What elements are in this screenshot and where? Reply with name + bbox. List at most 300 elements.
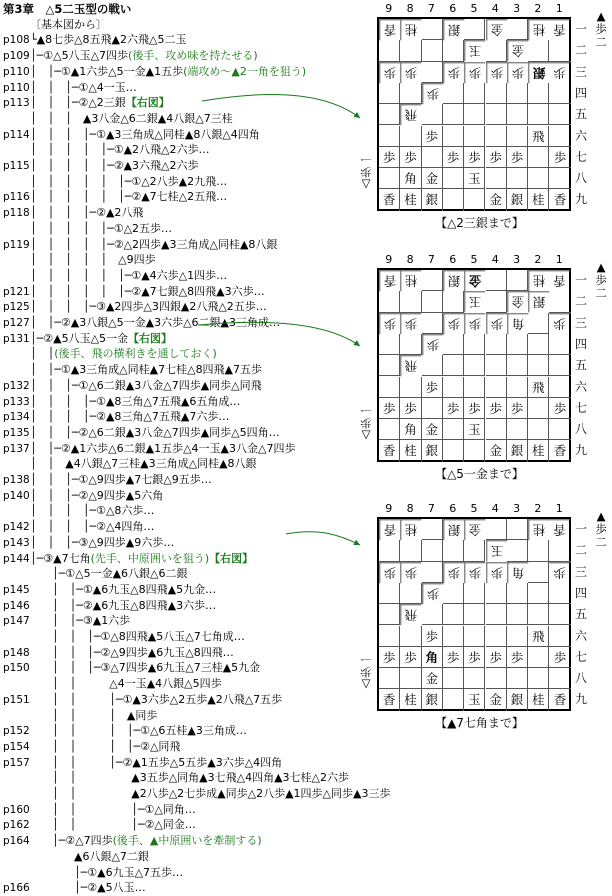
board-square — [464, 104, 485, 125]
board-piece: 歩 — [549, 562, 570, 583]
board-square — [443, 334, 464, 355]
column-label: 6 — [449, 2, 457, 15]
tree-line — [0, 849, 372, 865]
move-sequence: │ │ │─②△6二銀▲3八金△7四歩▲同歩△5四角… — [30, 425, 280, 439]
board-square — [549, 291, 570, 312]
board-piece: 香 — [379, 270, 400, 291]
board-piece: 歩 — [486, 147, 507, 168]
board-square — [486, 291, 507, 312]
page-number: p145 — [3, 583, 30, 596]
move-sequence: │ │ │─②△2三銀【右図】 — [30, 96, 170, 110]
board-square — [549, 104, 570, 125]
column-labels — [377, 2, 572, 16]
board-square — [443, 440, 464, 461]
board-piece: 歩 — [443, 398, 464, 419]
column-label: 1 — [555, 2, 563, 15]
move-sequence: │ │─①▲6九玉△8四飛▲5九金… — [30, 582, 217, 596]
tree-line — [0, 378, 372, 394]
board-square — [528, 40, 549, 61]
board-piece: 玉 — [464, 40, 485, 61]
tree-line — [0, 346, 372, 362]
board-piece: 角 — [422, 647, 443, 668]
row-label: 九 — [574, 692, 587, 707]
tree-line — [0, 833, 372, 849]
board-square — [486, 270, 507, 291]
board-piece: 歩 — [400, 398, 421, 419]
page-number: p110 — [3, 65, 30, 78]
board-piece: 香 — [553, 192, 567, 208]
tree-line — [0, 755, 372, 771]
board-square — [400, 126, 421, 147]
move-sequence: │─②▲5八玉△5一金【右図】 — [30, 331, 173, 345]
page-number: p160 — [3, 803, 30, 816]
move-sequence: │ │ │─①△6二銀▲3八金△7四歩▲同歩△同飛 — [30, 378, 262, 392]
board-piece: 飛 — [400, 104, 421, 125]
board-square — [400, 668, 421, 689]
board-square — [464, 355, 485, 376]
board-piece: 歩 — [400, 313, 421, 334]
move-sequence: │ │ │ │ │ │─②▲7七桂△2五飛… — [30, 190, 228, 204]
board-square — [486, 104, 507, 125]
board-square — [443, 189, 464, 210]
board-piece: 歩 — [464, 313, 485, 334]
row-label: 二 — [574, 294, 587, 309]
move-comment: (端攻め〜▲2一角を狙う) — [183, 64, 307, 78]
board-square — [507, 604, 528, 625]
row-label: 二 — [574, 543, 587, 558]
page-number: p109 — [3, 50, 30, 63]
column-label: 1 — [555, 502, 563, 515]
board-piece: 歩 — [400, 647, 421, 668]
board-piece: 玉 — [464, 689, 485, 710]
move-sequence: └▲8七歩△8五飛▲2六飛△5二玉 — [30, 33, 187, 47]
move-comment: (先手、中原囲いを狙う) — [90, 551, 210, 565]
board-square — [528, 313, 549, 334]
move-sequence: │ │ │─②△同金… — [30, 818, 196, 832]
move-sequence: │─③▲7七角(先手、中原囲いを狙う)【右図】 — [30, 551, 254, 565]
board-square — [443, 419, 464, 440]
board-square — [422, 604, 443, 625]
page-number: p166 — [3, 882, 30, 895]
board-square — [549, 419, 570, 440]
board-piece: 飛 — [400, 355, 421, 376]
board-square — [486, 355, 507, 376]
board-square — [443, 668, 464, 689]
right-figure-tag: 【右図】 — [128, 331, 173, 345]
move-sequence: │ │ │─②△9四歩▲6九玉△8四飛… — [30, 645, 234, 659]
board-square — [422, 19, 443, 40]
board-square — [549, 583, 570, 604]
move-sequence: │ │─①▲1六歩△5一金▲1五歩(端攻め〜▲2一角を狙う) — [30, 64, 307, 78]
row-label: 一 — [574, 22, 587, 36]
board-piece: 香 — [379, 19, 400, 40]
board-square — [400, 83, 421, 104]
page-number: p116 — [3, 191, 30, 204]
tree-line — [0, 817, 372, 833]
board-piece: 歩 — [464, 647, 485, 668]
board-grid — [377, 517, 571, 711]
tree-line — [0, 64, 372, 80]
board-square — [379, 168, 400, 189]
column-label: 4 — [491, 253, 499, 266]
board-square — [379, 83, 400, 104]
board-square — [507, 104, 528, 125]
board-piece: 角 — [400, 168, 421, 189]
tree-line — [0, 503, 372, 519]
board-square — [400, 334, 421, 355]
page-number: p137 — [3, 442, 30, 455]
move-sequence: │─②▲5八玉… — [30, 881, 146, 895]
board-piece: 歩 — [507, 647, 528, 668]
column-label: 3 — [513, 502, 521, 515]
board-square — [528, 147, 549, 168]
column-label: 7 — [427, 502, 435, 515]
sente-pieces-in-hand: △ 歩 一 — [360, 152, 372, 192]
board-piece: 歩 — [400, 62, 421, 83]
page-number: p151 — [3, 693, 30, 706]
tree-line — [0, 299, 372, 315]
board-piece: 歩 — [486, 398, 507, 419]
board-piece: 歩 — [443, 313, 464, 334]
board-square — [549, 626, 570, 647]
move-sequence: │ │ │ │─②△4四角… — [30, 520, 155, 534]
board-square — [379, 126, 400, 147]
board-square — [486, 334, 507, 355]
column-label: 4 — [491, 502, 499, 515]
move-sequence: │ │ │ │ │ │─①△2八歩▲2九飛… — [30, 174, 228, 188]
board-square — [507, 583, 528, 604]
right-figure-tag: 【右図】 — [125, 96, 170, 110]
row-label: 七 — [574, 400, 587, 415]
tree-line — [0, 331, 372, 347]
board-piece: 歩 — [422, 377, 443, 398]
move-sequence: │ │─③▲1六歩 — [30, 614, 131, 628]
tree-line — [0, 692, 372, 708]
tree-line — [0, 127, 372, 143]
board-piece: 香 — [553, 692, 567, 708]
move-comment: (後手、▲中原囲いを牽制する) — [112, 834, 262, 848]
board-square — [507, 519, 528, 540]
board-square — [486, 668, 507, 689]
page-number: p110 — [3, 81, 30, 94]
board-square — [549, 126, 570, 147]
row-label: 三 — [574, 64, 587, 79]
move-sequence: │ │ │ │─①▲8三角△7五飛▲6五角成… — [30, 394, 241, 408]
board-square — [422, 313, 443, 334]
board-piece: 歩 — [486, 647, 507, 668]
board-piece: 銀 — [443, 19, 464, 40]
board-piece: 歩 — [379, 147, 400, 168]
board-piece: 飛 — [400, 604, 421, 625]
page-number: p147 — [3, 615, 30, 628]
row-label: 五 — [574, 607, 587, 622]
board-square — [486, 604, 507, 625]
board-piece: 歩 — [549, 313, 570, 334]
page-number: p146 — [3, 599, 30, 612]
move-sequence: │ │(後手、飛の横利きを通しておく) — [30, 347, 217, 361]
board-square — [443, 604, 464, 625]
board-square — [464, 626, 485, 647]
board-piece: 歩 — [549, 647, 570, 668]
page-number: p134 — [3, 411, 30, 424]
board-square — [464, 83, 485, 104]
tree-line — [0, 48, 372, 64]
board-square — [507, 377, 528, 398]
board-square — [400, 40, 421, 61]
tree-line — [0, 629, 372, 645]
board-piece: 歩 — [422, 583, 443, 604]
move-sequence: │ │ │─②△9四歩▲5六角 — [30, 488, 164, 502]
board-square — [528, 583, 549, 604]
move-sequence: 〔基本図から〕 — [30, 17, 107, 31]
column-label: 5 — [470, 502, 478, 515]
board-square — [422, 355, 443, 376]
board-piece: 桂 — [528, 270, 549, 291]
board-square — [464, 19, 485, 40]
column-label: 8 — [406, 253, 414, 266]
board-square — [422, 540, 443, 561]
board-square — [379, 40, 400, 61]
board-piece: 銀 — [507, 440, 528, 461]
tree-line — [0, 472, 372, 488]
board-piece: 歩 — [422, 126, 443, 147]
move-sequence: │ │ │─①△同角… — [30, 802, 196, 816]
move-sequence: │ │─②▲1六歩△6二銀▲1五歩△4一玉▲3八金△7四歩 — [30, 441, 296, 455]
board-square — [400, 626, 421, 647]
board-piece: 歩 — [422, 334, 443, 355]
board-square — [443, 583, 464, 604]
move-sequence: │ │ │ │ │ △9四歩 — [30, 253, 156, 267]
board-piece: 玉 — [464, 291, 485, 312]
board-piece: 金 — [507, 291, 528, 312]
board-piece: 銀 — [507, 189, 528, 210]
tree-line — [0, 739, 372, 755]
board-square — [507, 126, 528, 147]
move-sequence: │ │ │ │─①▲3三角成△同桂▲8八銀△4四角 — [30, 127, 260, 141]
board-square — [486, 168, 507, 189]
page-number: p113 — [3, 97, 30, 110]
tree-line — [0, 268, 372, 284]
board-piece: 金 — [464, 519, 485, 540]
tree-line — [0, 802, 372, 818]
column-label: 2 — [534, 502, 542, 515]
board-caption: 【△2三銀まで】 — [435, 216, 524, 230]
board-square — [400, 291, 421, 312]
tree-line — [0, 362, 372, 378]
board-piece: 歩 — [464, 62, 485, 83]
board-piece: 歩 — [443, 62, 464, 83]
move-sequence: │─②△7四歩(後手、▲中原囲いを牽制する) — [30, 834, 262, 848]
board-piece: 角 — [507, 562, 528, 583]
tree-line — [0, 880, 372, 896]
move-sequence: │ │ │ │─②▲8三角△7五飛▲7六歩… — [30, 410, 230, 424]
page-number: p115 — [3, 160, 30, 172]
column-label: 8 — [406, 502, 414, 515]
board-piece: 銀 — [422, 689, 443, 710]
board-square — [379, 291, 400, 312]
page-number: p114 — [3, 128, 30, 141]
board-piece: 歩 — [443, 147, 464, 168]
board-piece: 銀 — [422, 189, 443, 210]
board-piece: 歩 — [549, 62, 570, 83]
page-number: p132 — [3, 379, 30, 392]
board-piece: 銀 — [443, 270, 464, 291]
board-piece: 金 — [486, 689, 507, 710]
board-square — [464, 334, 485, 355]
tree-line — [0, 174, 372, 190]
column-label: 9 — [385, 502, 393, 515]
board-square — [464, 540, 485, 561]
tree-line — [0, 535, 372, 551]
tree-line — [0, 425, 372, 441]
board-piece: 歩 — [379, 398, 400, 419]
row-label: 九 — [574, 443, 587, 458]
board-piece: 歩 — [400, 562, 421, 583]
board-piece: 香 — [379, 689, 400, 710]
board-square — [464, 583, 485, 604]
board-piece: 金 — [486, 19, 507, 40]
board-square — [528, 104, 549, 125]
column-label: 7 — [427, 253, 435, 266]
tree-line — [0, 315, 372, 331]
tree-line — [0, 221, 372, 237]
board-square — [507, 540, 528, 561]
page-number: p138 — [3, 474, 30, 486]
column-label: 9 — [385, 2, 393, 15]
board-piece: 銀 — [507, 689, 528, 710]
board-square — [549, 168, 570, 189]
board-piece: 歩 — [464, 562, 485, 583]
board-piece: 香 — [553, 443, 567, 459]
board-piece: 飛 — [528, 626, 549, 647]
move-sequence: │ │ │ ▲同歩 — [30, 708, 158, 722]
board-square — [464, 377, 485, 398]
row-label: 四 — [574, 585, 587, 600]
row-label: 五 — [574, 107, 587, 122]
gote-pieces-in-hand: ▲ 歩 二 — [595, 260, 607, 300]
move-sequence: │─①▲6九玉△7五歩… — [30, 865, 184, 879]
row-label: 一 — [574, 273, 587, 287]
board-square — [528, 668, 549, 689]
board-square — [486, 377, 507, 398]
board-piece: 歩 — [379, 562, 400, 583]
column-label: 2 — [534, 253, 542, 266]
board-piece: 桂 — [400, 689, 421, 710]
board-square — [528, 647, 549, 668]
board-piece: 桂 — [400, 440, 421, 461]
board-square — [443, 689, 464, 710]
row-labels — [574, 268, 588, 462]
board-square — [379, 104, 400, 125]
board-piece: 金 — [422, 419, 443, 440]
board-piece: 歩 — [422, 626, 443, 647]
move-sequence: │ │ │ │─②△同飛 — [30, 739, 181, 753]
board-square — [549, 540, 570, 561]
tree-line — [0, 708, 372, 724]
board-grid — [377, 268, 571, 462]
board-square — [528, 419, 549, 440]
tree-line — [0, 786, 391, 802]
board-piece: 桂 — [400, 270, 421, 291]
right-figure-tag: 【右図】 — [209, 551, 254, 565]
board-piece: 銀 — [443, 519, 464, 540]
board-square — [443, 355, 464, 376]
board-piece: 香 — [379, 189, 400, 210]
move-sequence: │ │ ▲3五歩△同角▲3七飛△4四角▲3七桂△2六歩 — [30, 771, 349, 785]
board-square — [507, 168, 528, 189]
board-square — [486, 626, 507, 647]
row-label: 九 — [574, 192, 587, 207]
board-square — [464, 668, 485, 689]
board-square — [549, 668, 570, 689]
board-square — [549, 40, 570, 61]
board-square — [528, 604, 549, 625]
column-label: 8 — [406, 2, 414, 15]
gote-pieces-in-hand: ▲ 歩 二 — [595, 9, 607, 49]
board-square — [379, 668, 400, 689]
board-square — [528, 168, 549, 189]
row-label: 八 — [574, 671, 587, 686]
board-square — [507, 334, 528, 355]
row-label: 六 — [574, 379, 587, 394]
board-square — [507, 83, 528, 104]
move-sequence: │ │ │─①△4一玉… — [30, 80, 137, 94]
board-piece: 歩 — [486, 313, 507, 334]
row-label: 八 — [574, 171, 587, 186]
board-piece: 桂 — [528, 19, 549, 40]
board-square — [379, 377, 400, 398]
board-piece: 歩 — [400, 147, 421, 168]
board-piece: 金 — [422, 668, 443, 689]
board-square — [400, 377, 421, 398]
sente-pieces-in-hand: △ 歩 一 — [360, 652, 372, 692]
board-piece: 歩 — [507, 62, 528, 83]
row-label: 六 — [574, 628, 587, 643]
board-square — [400, 583, 421, 604]
board-square — [486, 519, 507, 540]
tree-line — [0, 189, 372, 205]
board-piece: 歩 — [486, 562, 507, 583]
board-piece: 桂 — [400, 19, 421, 40]
board-square — [443, 83, 464, 104]
column-label: 3 — [513, 2, 521, 15]
board-square — [379, 334, 400, 355]
board-piece: 香 — [549, 270, 570, 291]
move-sequence: │─①△5八玉△7四歩(後手、攻め味を持たせる) — [30, 49, 258, 63]
board-square — [507, 626, 528, 647]
tree-line — [0, 598, 372, 614]
column-label: 5 — [470, 2, 478, 15]
move-comment: (後手、攻め味を持たせる) — [128, 49, 258, 63]
move-sequence: │ │ │─②▲1五歩△5五歩▲3六歩△4四角 — [30, 755, 283, 769]
sente-pieces-in-hand: △ 歩 一 — [360, 403, 372, 443]
page-number: p152 — [3, 725, 30, 738]
page-number: p133 — [3, 395, 30, 408]
page-number: p150 — [3, 662, 30, 675]
move-sequence: │ │ │ │ │ │─①▲4六歩△1四歩… — [30, 268, 228, 282]
board-piece: 桂 — [528, 189, 549, 210]
page-number: p135 — [3, 426, 30, 439]
board-square — [464, 189, 485, 210]
tree-line — [0, 142, 372, 158]
board-piece: 桂 — [528, 519, 549, 540]
board-square — [443, 540, 464, 561]
tree-line — [0, 441, 372, 457]
board-square — [422, 104, 443, 125]
column-label: 9 — [385, 253, 393, 266]
board-square — [507, 270, 528, 291]
board-piece: 金 — [486, 189, 507, 210]
